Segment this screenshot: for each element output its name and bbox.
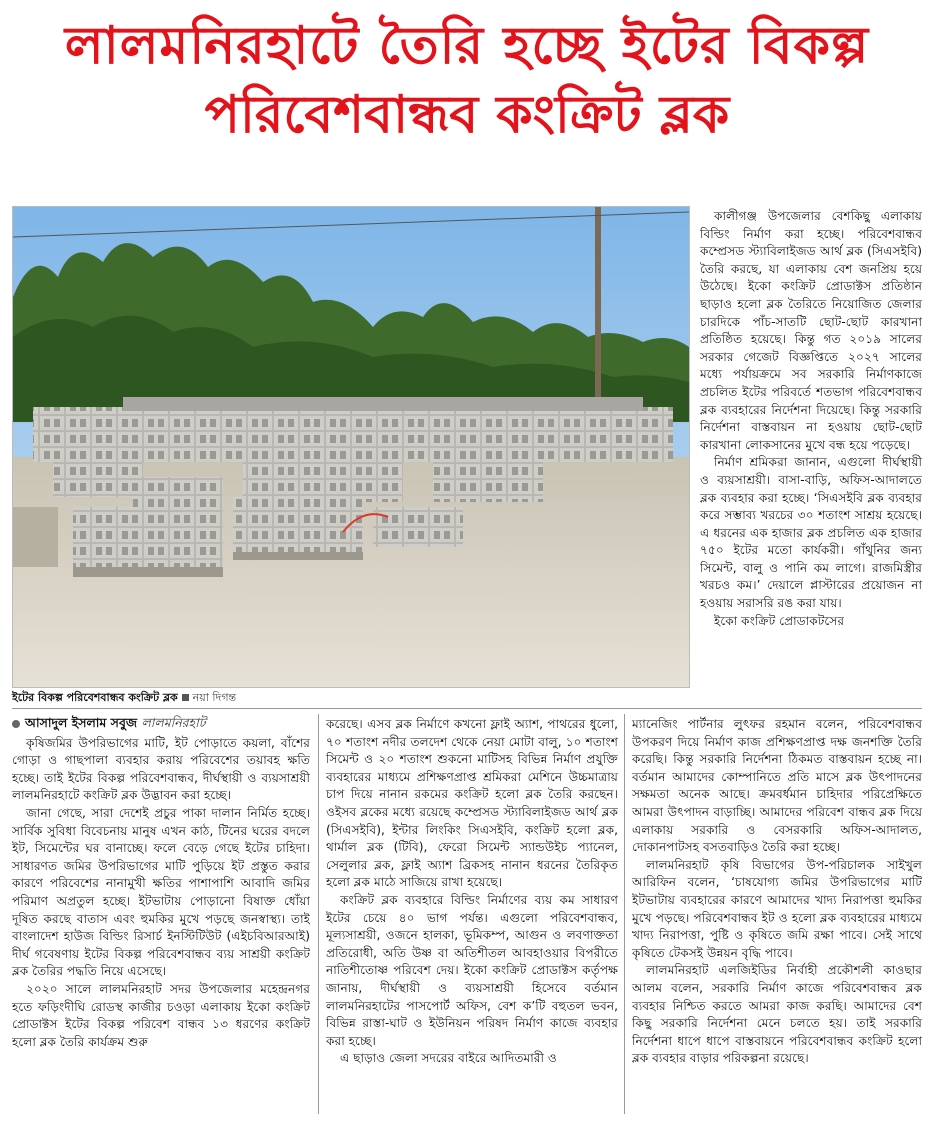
caption-text: ইটের বিকল্প পরিবেশবান্ধব কংক্রিট ব্লক	[12, 691, 178, 704]
paragraph: লালমনিরহাট এলজিইডির নির্বাহী প্রকৌশলী কাওছার আলম বলেন, সরকারি নির্মাণ কাজে পরিবেশবান্ধব ব্লক ব্যবহার নিশ্চিত করতে আমরা কাজ করছি। আমাদের বেশ কিছু সরকারি নির্দেশনা মেনে চলতে হয়। তাই সরকারি নির্দেশনা ধাপে ধাপে বাস্তবায়নে পরিবেশবান্ধব কংক্রিট হলো ব্লক ব্যবহার বাড়ার পরিকল্পনা রয়েছে।	[632, 963, 922, 1066]
paragraph: লালমনিরহাট কৃষি বিভাগের উপ-পরিচালক সাইখুল আরিফিন বলেন, ‘চাষযোগ্য জমির উপরিভাগের মাটি ইটভাটায় ব্যবহারের কারণে আমাদের খাদ্য নিরাপত্তা হুমকির মুখে পড়ছে। পরিবেশবান্ধব ইট ও হলো ব্লক ব্যবহারের মাধ্যমে খাদ্য নিরাপত্তা, পুষ্টি ও কৃষিতে জমি রক্ষা পাবে। সেই সাথে কৃষিতে টেকসই উন্নয়ন বৃদ্ধি পাবে।	[632, 857, 922, 960]
paragraph: কৃষিজমির উপরিভাগের মাটি, ইট পোড়াতে কয়লা, বাঁশের গোড়া ও গাছপালা ব্যবহার করায় পরিবেশের তয়াবহ ক্ষতি হচ্ছে। তাই ইটের বিকল্প পরিবেশবান্ধব, দীর্ঘস্থায়ী ও ব্যয়সাশ্রয়ী লালমনিরহাটে কংক্রিট ব্লক উদ্ভাবন করা হচ্ছে।	[12, 735, 310, 803]
byline-location: লালমনিরহাট	[141, 715, 206, 730]
column-divider	[318, 714, 319, 1114]
paragraph: করেছে। এসব ব্লক নির্মাণে কখনো ফ্লাই অ্যাশ, পাথরের ধুলো, ৭০ শতাংশ নদীর তলদেশ থেকে নেয়া মোটা বালু, ১০ শতাংশ সিমেন্ট ও ২০ শতাংশ শুকনো মাটিসহ বিভিন্ন নির্মাণ প্রযুক্তি ব্যবহারের মাধ্যমে প্রশিক্ষণপ্রাপ্ত শ্রমিকরা মেশিনে উচ্চমাত্রায় চাপ দিয়ে নানান রকমের কংক্রিট হলো ব্লক তৈরি করছেন। ওইসব ব্লকের মধ্যে রয়েছে কম্প্রেসড স্ট্যাবিলাইজড আর্থ ব্লক (সিএসইবি), ইন্টার লিংকিং সিএসইবি, কংক্রিট হলো ব্লক, থার্মাল ব্লক (টিবি), ফেরো সিমেন্ট স্যান্ডউইচ প্যানেল, সেলুলার ব্লক, ফ্লাই অ্যাশ ব্রিকসহ নানান ধরনের তৈরিকৃত হলো ব্লক মাঠে সাজিয়ে রাখা হয়েছে।	[326, 717, 618, 890]
paragraph: ম্যানেজিং পার্টনার লুৎফর রহমান বলেন, পরিবেশবান্ধব উপকরণ দিয়ে নির্মাণ কাজ প্রশিক্ষণপ্রাপ্ত দক্ষ জনশক্তি তৈরি করেছি। কিন্তু সরকারি নির্দেশনা ঠিকমত বাস্তবায়ন হচ্ছে না। বর্তমান আমাদের কোম্পানিতে প্রতি মাসে ব্লক উৎপাদনের সক্ষমতা অনেক আছে। ক্রমবর্ধমান চাহিদার পরিপ্রেক্ষিতে আমরা উৎপাদন বাড়াচ্ছি। আমাদের পরিবেশ বান্ধব ব্লক দিয়ে এলাকায় সরকারি ও বেসরকারি অফিস-আদালত, দোকানপাটসহ বসতবাড়িও তৈরি করা হচ্ছে।	[632, 717, 922, 855]
paragraph: এ ছাড়াও জেলা সদরের বাইরে আদিতমারী ও	[340, 1051, 557, 1066]
news-photo	[12, 206, 690, 688]
headline	[0, 14, 934, 148]
section-divider	[12, 708, 922, 709]
paragraph: কংক্রিট ব্লক ব্যবহারে বিল্ডিং নির্মাণের ব্যয় কম সাধারণ ইটের চেয়ে ৪০ ভাগ পর্যন্ত। এগুলো পরিবেশবান্ধব, মূল্যসাশ্রয়ী, ওজনে হালকা, ভূমিকম্প, আগুন ও লবণাক্ততা প্রতিরোধী, অতি উষ্ণ বা অতিশীতল আবহাওয়ার বিপরীতে নাতিশীতোষ্ণ পরিবেশ দেয়। ইকো কংক্রিট প্রোডাক্টস কর্তৃপক্ষ জানায়, দীর্ঘস্থায়ী ও ব্যয়সাশ্রয়ী হিসেবে বর্তমান লালমনিরহাটের পাসপোর্ট অফিস, বেশ ক’টি বহুতল ভবন, বিভিন্ন রাস্তা-ঘাট ও ইউনিয়ন পরিষদ নির্মাণ কাজে ব্যবহার করা হচ্ছে।	[326, 892, 618, 1048]
column-divider	[624, 714, 625, 1114]
bullet-dot-icon	[12, 720, 20, 728]
headline-line-2: পরিবেশবান্ধব কংক্রিট ব্লক	[204, 85, 730, 145]
article-column-1	[12, 714, 310, 1051]
paragraph: নির্মাণ শ্রমিকরা জানান, এগুলো দীর্ঘস্থায়ী ও ব্যয়সাশ্রয়ী। বাসা-বাড়ি, অফিস-আদালতে ব্লক ব্যবহার করা হচ্ছে। ‘সিএসইবি ব্লক ব্যবহার করে সম্ভাব্য খরচের ৩০ শতাংশ সাশ্রয় হয়েছে। এ ধরনের এক হাজার ব্লক প্রচলিত এক হাজার ৭৫০ ইটের মতো কার্যকরী। গাঁথুনির জন্য সিমেন্ট, বালু ও পানি কম লাগে। রাজমিস্ত্রীর খরচও কম।’ দেয়ালে প্লাস্টারের প্রয়োজন না হওয়ায় সরাসরি রঙ করা যায়।	[700, 455, 922, 611]
square-bullet-icon	[182, 694, 189, 701]
byline	[12, 714, 310, 732]
article-column-3-bottom	[632, 716, 922, 1068]
byline-author: আসাদুল ইসলাম সবুজ	[25, 715, 138, 730]
brick-yard-illustration	[13, 207, 689, 687]
article-column-3-top	[700, 208, 922, 630]
paragraph: জানা গেছে, সারা দেশেই প্রচুর পাকা দালান নির্মিত হচ্ছে। সার্বিক সুবিধা বিবেচনায় মানুষ এখন কাঠ, টিনের ঘরের বদলে ইট, সিমেন্টের ঘর বানাচ্ছে। ফলে বেড়ে গেছে ইটের চাহিদা। সাধারণত জমির উপরিভাগের মাটি পুড়িয়ে ইট প্রস্তুত করার কারণে পরিবেশের নানামুখী ক্ষতির পাশাপাশি আবাদি জমির পরিমাণ অপ্রতুল হচ্ছে। ইটভাটায় পোড়ানো বিষাক্ত ধোঁয়া দূষিত করছে বাতাস এবং হুমকির মুখে পড়ছে জনস্বাস্থ্য। তাই বাংলাদেশ হাউজ বিল্ডিং রিসার্চ ইনস্টিটিউট (এইচবিআরআই) দীর্ঘ গবেষণায় ইটের বিকল্প পরিবেশবান্ধব ব্যয় সাশ্রয়ী কংক্রিট ব্লক তৈরির পদ্ধতি নিয়ে এসেছে।	[12, 805, 310, 979]
photo-caption	[12, 690, 688, 706]
paragraph: ইকো কংক্রিট প্রোডাকটসের	[714, 613, 845, 628]
headline-line-1: লালমনিরহাটে তৈরি হচ্ছে ইটের বিকল্প	[64, 16, 870, 76]
paragraph: ২০২০ সালে লালমনিরহাট সদর উপজেলার মহেন্দ্রনগর হতে ফড়িংদীঘি রোডস্থ কাজীর চওড়া এলাকায় ইকো কংক্রিট প্রোডাক্টস ইটের বিকল্প পরিবেশ বান্ধব ১৩ ধরণের কংক্রিট হলো ব্লক তৈরি কার্যক্রম শুরু	[12, 981, 310, 1049]
caption-credit: নয়া দিগন্ত	[192, 691, 237, 704]
article-column-2	[326, 716, 618, 1068]
paragraph: কালীগঞ্জ উপজেলার বেশকিছু এলাকায় বিল্ডিং নির্মাণ করা হচ্ছে। পরিবেশবান্ধব কম্প্রেসড স্ট্যাবিলাইজড আর্থ ব্লক (সিএসইবি) তৈরি করছে, যা এলাকায় বেশ জনপ্রিয় হয়ে উঠেছে। ইকো কংক্রিট প্রোডাক্টস প্রতিষ্ঠান ছাড়াও হলো ব্লক তৈরিতে নিয়োজিত জেলার চারদিকে পাঁচ-সাতটি ছোট-ছোট কারখানা প্রতিষ্ঠিত হয়েছে। কিন্তু গত ২০১৯ সালের সরকার গেজেট বিজ্ঞপ্তিতে ২০২৭ সালের মধ্যে পর্যায়ক্রমে সব সরকারি নির্মাণকাজে প্রচলিত ইটের পরিবর্তে শতভাগ পরিবেশবান্ধব ব্লক ব্যবহারের নির্দেশনা দিয়েছে। কিন্তু সরকারি নির্দেশনা বাস্তবায়ন না হওয়ায় ছোট-ছোট কারখানা লোকসানের মুখে বন্ধ হয়ে পড়েছে।	[700, 209, 922, 452]
